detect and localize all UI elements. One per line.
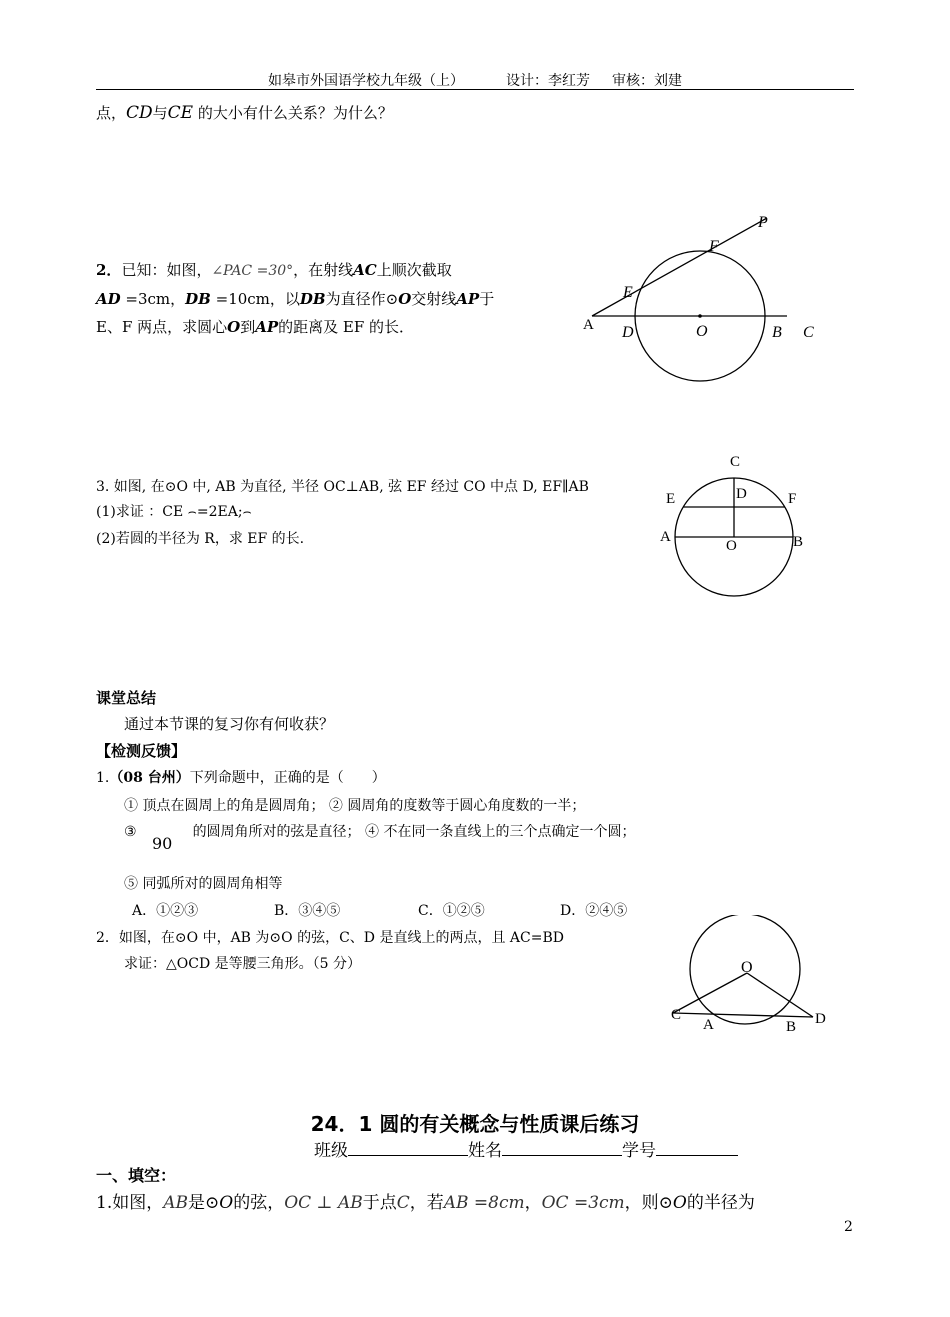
q2-label-b: B xyxy=(772,324,782,341)
feedback-q1-stem xyxy=(96,767,386,787)
feedback-q1-degree: 90 xyxy=(152,834,173,853)
q3-label-b: B xyxy=(793,534,804,550)
q2-ac: AC xyxy=(353,261,377,279)
fq2-label-c: C xyxy=(671,1007,682,1023)
q3-label-e: E xyxy=(666,491,676,507)
q2-figure xyxy=(575,205,825,385)
name-blank[interactable] xyxy=(502,1139,622,1156)
feedback-q1-s3-text: 的圆周角所对的弦是直径； ④ 不在同一条直线上的三个点确定一个圆； xyxy=(192,824,636,840)
q2-text-g: 交射线 xyxy=(411,290,457,308)
q3-line-1: 3. 如图, 在⊙O 中, AB 为直径, 半径 OC⊥AB, 弦 EF 经过 CO 中点 D, EF∥AB xyxy=(96,479,589,495)
q2-text-b: ，在射线 xyxy=(293,261,354,279)
pq1-text-e: ，若 xyxy=(409,1193,444,1213)
pq1-text-f: ， xyxy=(524,1193,542,1213)
feedback-q1-stem-text: 下列命题中，正确的是（ ） xyxy=(189,770,386,786)
id-blank[interactable] xyxy=(656,1139,738,1156)
feedback-q1-statement-5: ⑤ 同弧所对的圆周角相等 xyxy=(124,876,283,892)
q2-angle: ∠PAC =30° xyxy=(211,263,294,279)
feedback-q1-option-a: A．①②③ xyxy=(132,903,199,919)
q2-label-c: C xyxy=(803,324,814,341)
q2-ap-2: AP xyxy=(255,318,279,336)
q2-db: DB xyxy=(185,290,211,308)
feedback-q1-source: （08 台州） xyxy=(109,770,190,786)
fq2-segment-od xyxy=(747,973,813,1017)
q2-ad: AD xyxy=(96,290,121,308)
feedback-q2-figure xyxy=(665,915,840,1040)
header-reviewer: 审核：刘建 xyxy=(612,73,682,89)
q2-line-2 xyxy=(96,288,494,309)
fq2-segment-oc xyxy=(673,973,747,1013)
header-designer: 设计：李红芳 xyxy=(506,73,590,89)
q3-figure xyxy=(650,448,820,598)
feedback-title: 【检测反馈】 xyxy=(96,742,187,760)
q3-line-3: (2)若圆的半径为 R，求 EF 的长. xyxy=(96,531,305,547)
q2-o: O xyxy=(398,290,412,308)
q2-label-p: P xyxy=(758,214,768,231)
q2-label-d: D xyxy=(622,324,634,341)
q1-tail-prefix: 点， xyxy=(96,104,127,122)
header-rule xyxy=(96,89,854,90)
feedback-q1-statements-3-4 xyxy=(124,821,635,841)
practice-q1-line xyxy=(96,1188,755,1213)
practice-info-line xyxy=(314,1136,738,1161)
q2-text-e: =10cm，以 xyxy=(210,290,300,308)
q2-label-e: E xyxy=(623,284,633,301)
pq1-text-b: 是⊙ xyxy=(188,1193,220,1213)
q2-label-f: F xyxy=(709,238,719,255)
q2-number: 2． xyxy=(96,261,122,279)
practice-section-title: 一、填空： xyxy=(96,1166,177,1185)
summary-title: 课堂总结 xyxy=(96,689,157,707)
practice-title: 24．1 圆的有关概念与性质课后练习 xyxy=(310,1112,640,1136)
pq1-perp: OC ⊥ AB xyxy=(284,1193,363,1213)
pq1-o-2: O xyxy=(672,1193,687,1213)
pq1-text-h: 的半径为 xyxy=(686,1193,755,1213)
q3-label-c: C xyxy=(730,454,741,470)
fq2-label-a: A xyxy=(703,1017,714,1033)
feedback-q1-option-c: C．①②⑤ xyxy=(418,903,485,919)
q2-line-1 xyxy=(96,259,452,280)
q2-db-2: DB xyxy=(299,290,326,308)
q2-text-k: 的距离及 EF 的长． xyxy=(278,318,415,336)
q1-tail-suffix: 的大小有什么关系？为什么？ xyxy=(193,104,393,122)
fq2-label-d: D xyxy=(815,1011,826,1027)
q2-text-h: 于 xyxy=(479,290,495,308)
q1-tail-ce: CE xyxy=(167,103,194,123)
q2-label-a: A xyxy=(583,317,594,333)
q2-ray-ap xyxy=(592,218,767,316)
feedback-q1-s3-marker: ③ xyxy=(124,824,137,840)
pq1-ab: AB xyxy=(163,1193,189,1213)
page-number: 2 xyxy=(844,1219,853,1235)
fq2-label-o: O xyxy=(741,959,753,976)
q3-line-2: (1)求证 ：CE ⌢=2EA;⌢ xyxy=(96,504,252,520)
q2-text-i: E、F 两点，求圆心 xyxy=(96,318,228,336)
q2-o-2: O xyxy=(227,318,241,336)
page-header xyxy=(0,70,950,90)
q2-text-j: 到 xyxy=(240,318,256,336)
q2-center-dot xyxy=(698,314,702,318)
q1-tail-line xyxy=(96,102,393,123)
q2-label-o: O xyxy=(696,323,708,340)
q2-text-c: 上顺次截取 xyxy=(376,261,452,279)
pq1-o: O xyxy=(219,1193,234,1213)
pq1-text-d: 于点 xyxy=(362,1193,397,1213)
pq1-text-a: 1.如图， xyxy=(96,1193,164,1213)
q3-label-o: O xyxy=(726,538,737,554)
pq1-oc-value: OC =3cm xyxy=(541,1193,625,1213)
name-label: 姓名 xyxy=(468,1141,502,1161)
fq2-label-b: B xyxy=(786,1019,797,1035)
q2-text-a: 已知：如图， xyxy=(121,261,212,279)
q2-text-f: 为直径作⊙ xyxy=(325,290,399,308)
feedback-q1-option-d: D．②④⑤ xyxy=(560,903,628,919)
feedback-q1-number: 1. xyxy=(96,770,110,786)
pq1-c: C xyxy=(396,1193,410,1213)
class-label: 班级 xyxy=(314,1141,348,1161)
feedback-q1-statements-1-2: ① 顶点在圆周上的角是圆周角； ② 圆周角的度数等于圆心角度数的一半； xyxy=(124,798,586,814)
header-school: 如皋市外国语学校九年级（上） xyxy=(268,73,464,89)
q1-tail-cd: CD xyxy=(126,103,153,123)
q2-text-d: =3cm， xyxy=(120,290,186,308)
q3-label-f: F xyxy=(788,491,797,507)
pq1-text-g: ，则⊙ xyxy=(624,1193,673,1213)
q1-tail-yu: 与 xyxy=(152,104,168,122)
fq2-line-cd xyxy=(673,1013,813,1017)
feedback-q2-line-1: 2．如图，在⊙O 中，AB 为⊙O 的弦，C、D 是直线上的两点，且 AC=BD xyxy=(96,930,564,946)
q3-label-d: D xyxy=(736,486,747,502)
pq1-text-c: 的弦， xyxy=(233,1193,285,1213)
pq1-ab-value: AB =8cm xyxy=(443,1193,525,1213)
feedback-q1-option-b: B．③④⑤ xyxy=(274,903,341,919)
summary-text: 通过本节课的复习你有何收获？ xyxy=(124,715,335,733)
class-blank[interactable] xyxy=(348,1139,468,1156)
feedback-q2-line-2: 求证：△OCD 是等腰三角形。（5 分） xyxy=(124,956,361,972)
id-label: 学号 xyxy=(622,1141,656,1161)
q3-label-a: A xyxy=(660,529,671,545)
q2-ap: AP xyxy=(456,290,480,308)
q2-line-3 xyxy=(96,316,414,337)
